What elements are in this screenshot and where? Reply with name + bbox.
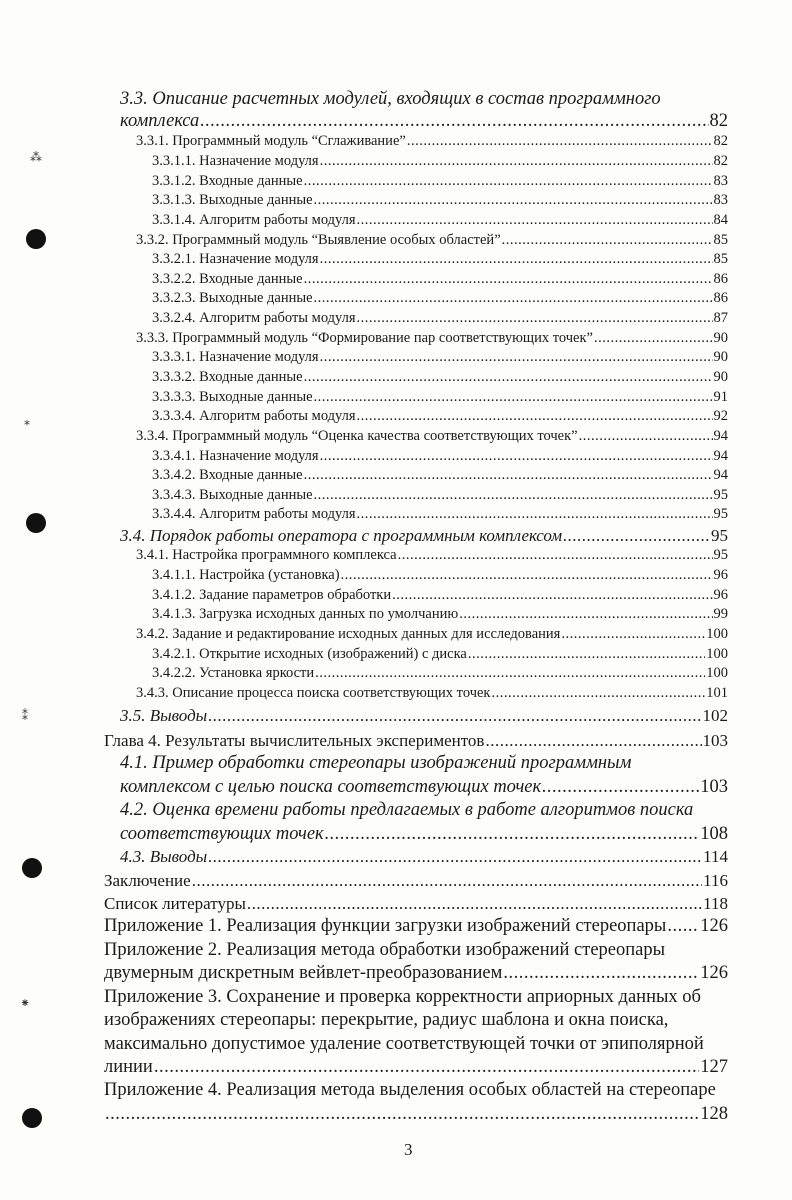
toc-entry [152,192,728,209]
toc-entry-page: 118 [703,894,728,913]
leader-dots [325,824,700,845]
toc-entry-label: 3.4.1. Настройка программного комплекса [136,547,397,563]
toc-entry [104,731,728,751]
toc-entry-page: 126 [700,963,728,983]
toc-entry-page: 82 [713,153,728,169]
toc-entry-page: 100 [706,646,728,662]
toc-entry-label: 3.3.2.1. Назначение модуля [152,251,319,267]
toc-entry-label: 3.3.4.2. Входные данные [152,467,303,483]
toc-entry [104,916,728,937]
toc-entry [152,369,728,386]
toc-entry [104,1104,728,1125]
toc-entry-page: 95 [713,547,728,563]
toc-entry-page: 96 [713,587,728,603]
leader-dots [563,526,710,546]
toc-appendix-3-line2: изображениях стереопары: перекрытие, радиус шаблона и окна поиска, [104,1010,669,1030]
punch-hole-mark [22,1108,42,1128]
toc-entry [152,567,728,584]
toc-entry-label: 3.5. Выводы [120,706,208,725]
toc-entry [120,847,728,867]
margin-speck-icon: ⁂ [30,150,42,164]
leader-dots [315,665,705,682]
toc-entry-label: 3.4.2. Задание и редактирование исходных данных для исследования [136,626,561,642]
toc-entry-label: 3.3.1.2. Входные данные [152,173,303,189]
toc-entry [152,153,728,170]
toc-entry-page: 94 [713,467,728,483]
toc-entry-page: 94 [713,448,728,464]
leader-dots [200,111,708,132]
toc-entry-page: 100 [706,626,728,642]
toc-entry [136,232,728,249]
toc-entry-label: 3.3.3.2. Входные данные [152,369,303,385]
toc-entry-label: 3.3.1.3. Выходные данные [152,192,313,208]
leader-dots [208,706,701,726]
toc-entry [152,587,728,604]
toc-entry-label: соответствующих точек [120,824,324,844]
toc-entry [152,646,728,663]
toc-entry [152,310,728,327]
toc-entry [152,290,728,307]
leader-dots [468,646,705,663]
toc-heading-3-3: 3.3. Описание расчетных модулей, входящих в состав программного [120,89,661,109]
leader-dots [105,1104,699,1125]
leader-dots [502,232,713,249]
toc-entry [152,271,728,288]
toc-entry-label: комплексом с целью поиска соответствующих точек [120,777,542,797]
leader-dots [304,369,713,386]
toc-entry-page: 103 [700,777,728,797]
toc-entry [136,547,728,564]
toc-entry-page: 84 [713,212,728,228]
toc-entry-page: 90 [713,349,728,365]
toc-entry-label: 3.4.2.1. Открытие исходных (изображений) с диска [152,646,467,662]
toc-entry-label: 3.3.3.4. Алгоритм работы модуля [152,408,356,424]
toc-entry [152,173,728,190]
toc-entry-label: 3.3.1.1. Назначение модуля [152,153,319,169]
toc-entry-label: 3.3.4.4. Алгоритм работы модуля [152,506,356,522]
toc-entry-label: 3.3.2.3. Выходные данные [152,290,313,306]
toc-entry [136,330,728,347]
toc-entry [104,871,728,891]
toc-entry-page: 128 [700,1104,728,1124]
toc-entry-page: 91 [713,389,728,405]
toc-entry [152,506,728,523]
toc-entry [120,111,728,132]
toc-entry-label: 3.4.2.2. Установка яркости [152,665,315,681]
leader-dots [398,547,713,564]
page-number: 3 [404,1140,413,1159]
leader-dots [320,153,713,170]
toc-entry-page: 95 [713,506,728,522]
toc-entry-page: 82 [713,133,728,149]
toc-entry [152,408,728,425]
toc-heading-4-2: 4.2. Оценка времени работы предлагаемых в работе алгоритмов поиска [120,800,694,820]
toc-entry-label: 3.3.4.3. Выходные данные [152,487,313,503]
toc-entry [136,428,728,445]
leader-dots [357,408,713,425]
margin-speck-icon: ⁕ [20,996,31,1010]
toc-entry [152,212,728,229]
toc-entry-page: 127 [700,1057,728,1077]
leader-dots [314,487,713,504]
leader-dots [357,506,713,523]
leader-dots [491,685,705,702]
toc-entry-label: 3.4.3. Описание процесса поиска соответствующих точек [136,685,491,701]
leader-dots [542,777,699,798]
toc-entry-label: 3.3.3.3. Выходные данные [152,389,313,405]
toc-entry-label: Заключение [104,871,191,890]
toc-entry [152,467,728,484]
toc-entry-page: 95 [711,526,728,545]
leader-dots [485,731,701,751]
leader-dots [579,428,713,445]
toc-entry-page: 116 [703,871,728,890]
toc-entry-page: 100 [706,665,728,681]
toc-entry [136,685,728,702]
toc-entry [152,349,728,366]
toc-entry-page: 90 [713,330,728,346]
leader-dots [407,133,713,150]
leader-dots [561,626,705,643]
toc-heading-4-1: 4.1. Пример обработки стереопары изображений программным [120,753,632,773]
leader-dots [594,330,713,347]
toc-entry-label: двумерным дискретным вейвлет-преобразованием [104,963,503,983]
toc-entry-page: 87 [713,310,728,326]
toc-appendix-4-line1: Приложение 4. Реализация метода выделения особых областей на стереопаре [104,1080,716,1100]
toc-entry-page: 86 [713,271,728,287]
toc-entry-label: 4.3. Выводы [120,847,208,866]
leader-dots [154,1057,699,1078]
margin-speck-icon: ⁑ [22,709,28,723]
toc-entry-page: 85 [713,232,728,248]
toc-entry-page: 108 [700,824,728,844]
leader-dots [314,290,713,307]
punch-hole-mark [26,513,46,533]
leader-dots [392,587,712,604]
toc-appendix-3-line3: максимально допустимое удаление соответствующей точки от эпиполярной [104,1034,704,1054]
toc-entry-label: 3.3.3. Программный модуль “Формирование пар соответствующих точек” [136,330,593,346]
toc-entry-label: Список литературы [104,894,246,913]
toc-entry-page: 94 [713,428,728,444]
leader-dots [320,251,713,268]
toc-entry-page: 95 [713,487,728,503]
toc-entry-page: 126 [700,916,728,936]
leader-dots [304,271,713,288]
toc-entry [136,626,728,643]
toc-entry-page: 114 [703,847,728,866]
toc-entry [152,251,728,268]
toc-entry [104,963,728,984]
toc-entry-page: 99 [713,606,728,622]
leader-dots [304,173,713,190]
leader-dots [667,916,699,937]
toc-entry-label: 3.3.2. Программный модуль “Выявление особых областей” [136,232,501,248]
toc-entry-label: 3.4.1.1. Настройка (установка) [152,567,340,583]
toc-entry [136,133,728,150]
toc-appendix-2-line1: Приложение 2. Реализация метода обработки изображений стереопары [104,940,666,960]
leader-dots [314,192,713,209]
toc-entry-page: 83 [713,192,728,208]
toc-entry [120,777,728,798]
leader-dots [320,448,713,465]
toc-entry [120,824,728,845]
leader-dots [341,567,713,584]
toc-entry [152,448,728,465]
toc-appendix-3-line1: Приложение 3. Сохранение и проверка корректности априорных данных об [104,987,701,1007]
toc-entry-label: 3.3.4. Программный модуль “Оценка качества соответствующих точек” [136,428,578,444]
toc-entry-page: 101 [706,685,728,701]
toc-entry-page: 103 [702,731,728,750]
toc-entry-label: 3.3.3.1. Назначение модуля [152,349,319,365]
leader-dots [314,389,713,406]
toc-entry-label: 3.3.1.4. Алгоритм работы модуля [152,212,356,228]
leader-dots [192,871,702,891]
toc-entry-label: 3.3.2.2. Входные данные [152,271,303,287]
toc-entry-label: 3.4.1.2. Задание параметров обработки [152,587,392,603]
punch-hole-mark [26,229,46,249]
toc-entry-label: Приложение 1. Реализация функции загрузки изображений стереопары [104,916,667,936]
toc-entry [152,606,728,623]
toc-entry-label: 3.3.4.1. Назначение модуля [152,448,319,464]
punch-hole-mark [22,858,42,878]
toc-entry-label: Глава 4. Результаты вычислительных экспериментов [104,731,485,750]
toc-entry [120,706,728,726]
leader-dots [304,467,713,484]
toc-entry-label: 3.3.1. Программный модуль “Сглаживание” [136,133,406,149]
toc-entry-page: 96 [713,567,728,583]
leader-dots [459,606,712,623]
toc-entry-page: 86 [713,290,728,306]
toc-entry-label: комплекса [120,111,200,131]
toc-entry-page: 92 [713,408,728,424]
toc-entry-label: линии [104,1057,153,1077]
leader-dots [247,894,702,914]
toc-entry-page: 85 [713,251,728,267]
leader-dots [503,963,699,984]
leader-dots [208,847,702,867]
toc-entry-page: 82 [709,111,728,131]
toc-entry [152,389,728,406]
leader-dots [357,310,713,327]
toc-entry [152,665,728,682]
margin-speck-icon: ⁎ [24,414,30,428]
toc-entry-page: 90 [713,369,728,385]
leader-dots [357,212,713,229]
toc-entry [120,526,728,546]
toc-entry-page: 83 [713,173,728,189]
leader-dots [320,349,713,366]
toc-entry [104,1057,728,1078]
toc-entry [104,894,728,914]
toc-entry-label: 3.4. Порядок работы оператора с программным комплексом [120,526,563,545]
toc-entry-page: 102 [702,706,728,725]
toc-entry [152,487,728,504]
toc-entry-label: 3.3.2.4. Алгоритм работы модуля [152,310,356,326]
toc-entry-label: 3.4.1.3. Загрузка исходных данных по умолчанию [152,606,459,622]
